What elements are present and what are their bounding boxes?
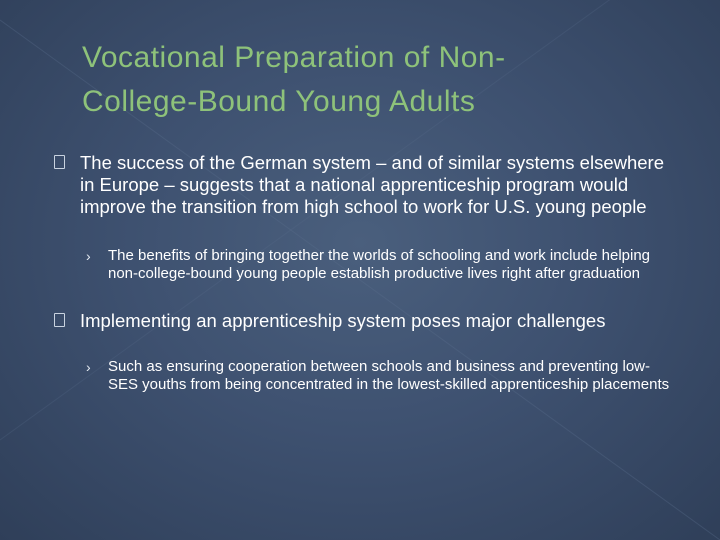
square-bullet-icon	[54, 155, 65, 169]
bullet-item	[80, 310, 640, 332]
bullet-text: The success of the German system – and of similar systems elsewhere in Europe – suggests that a national apprenticeship program would improve the transition from high school to work for U.S. young people	[80, 152, 664, 217]
title-line-1: Vocational Preparation of Non-	[82, 41, 506, 74]
sub-bullet-item	[86, 358, 678, 394]
sub-bullet-text: Such as ensuring cooperation between schools and business and preventing low-SES youths from being concentrated in the lowest-skilled apprenticeship placements	[108, 358, 670, 393]
sub-bullet-item	[86, 247, 678, 283]
bullet-text: Implementing an apprenticeship system poses major challenges	[80, 310, 606, 331]
sub-bullet-text: The benefits of bringing together the worlds of schooling and work include helping non-college-bound young people establish productive lives right after graduation	[108, 247, 651, 282]
square-bullet-icon	[54, 313, 65, 327]
slide-title	[82, 36, 642, 124]
title-line-2: College-Bound Young Adults	[82, 85, 476, 118]
chevron-right-icon: ›	[86, 248, 91, 264]
chevron-right-icon: ›	[86, 359, 91, 375]
bullet-item	[80, 152, 680, 218]
